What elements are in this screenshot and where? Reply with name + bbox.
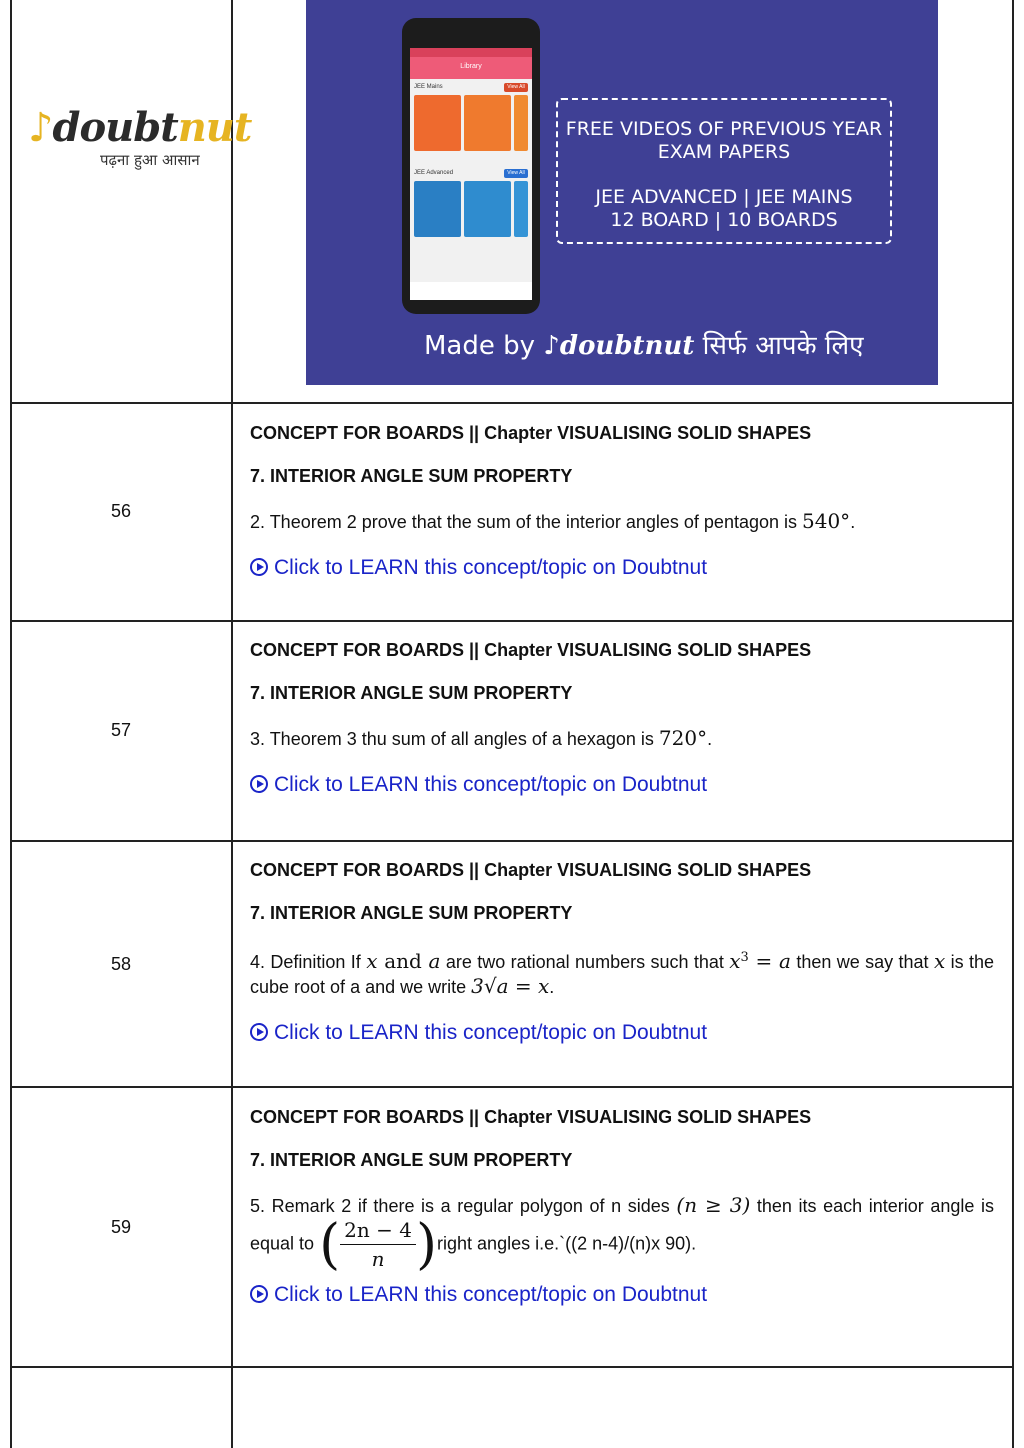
- logo-brand-gold: nut: [177, 104, 252, 151]
- promo-banner[interactable]: [306, 0, 938, 385]
- concept-text: [250, 946, 994, 999]
- concept-heading: CONCEPT FOR BOARDS || Chapter VISUALISING SOLID SHAPES: [250, 860, 812, 880]
- concept-subheading: 7. INTERIOR ANGLE SUM PROPERTY: [250, 903, 573, 923]
- text-segment: 2. Theorem 2 prove that the sum of the interior angles of pentagon is: [250, 512, 802, 532]
- learn-concept-link[interactable]: [250, 773, 994, 797]
- concept-text: [250, 509, 994, 534]
- link-label: Click to LEARN this concept/topic on Doubtnut: [274, 773, 708, 796]
- learn-concept-link[interactable]: [250, 1283, 994, 1307]
- logo-tagline: पढ़ना हुआ आसान: [100, 151, 200, 169]
- link-label: Click to LEARN this concept/topic on Doubtnut: [274, 556, 708, 579]
- concept-heading: CONCEPT FOR BOARDS || Chapter VISUALISING SOLID SHAPES: [250, 1107, 812, 1127]
- phone-section-label: JEE Advanced: [414, 170, 454, 176]
- promo-line: FREE VIDEOS OF PREVIOUS YEAR: [565, 118, 883, 140]
- logo-wordmark: [28, 104, 251, 151]
- text-segment: .: [707, 729, 713, 749]
- math-paren-right: ): [415, 1212, 438, 1276]
- brand-mark-icon: ♪: [543, 331, 560, 361]
- concept-row: [250, 640, 994, 797]
- table-border-right: [1012, 0, 1014, 1448]
- row-divider: [10, 620, 1014, 622]
- play-circle-icon: [250, 1023, 268, 1041]
- concept-row: [250, 1107, 994, 1307]
- promo-line: 12 BOARD | 10 BOARDS: [610, 209, 838, 231]
- math-expression: 540°: [802, 509, 851, 533]
- phone-status-bar: [410, 48, 532, 57]
- phone-bottom-nav: [410, 282, 532, 300]
- phone-card: [414, 95, 461, 151]
- promo-line: EXAM PAPERS: [657, 141, 791, 163]
- math-paren-left: (: [319, 1212, 341, 1276]
- math-expression: x: [366, 949, 378, 973]
- play-circle-icon: [250, 558, 268, 576]
- phone-card-row: [410, 95, 532, 151]
- row-number: 59: [110, 1217, 132, 1237]
- concept-subheading: 7. INTERIOR ANGLE SUM PROPERTY: [250, 683, 573, 703]
- doubtnut-logo: [28, 104, 252, 174]
- promo-text-box: [556, 98, 892, 244]
- link-label: Click to LEARN this concept/topic on Doubtnut: [274, 1283, 708, 1306]
- concept-text: [250, 726, 994, 751]
- made-by-brand: [543, 331, 694, 361]
- text-segment: is the cube root of a and we write: [250, 952, 994, 997]
- math-expression: and: [377, 949, 429, 973]
- logo-brand-dark: doubt: [52, 104, 178, 151]
- text-segment: .: [549, 977, 555, 997]
- row-divider: [10, 840, 1014, 842]
- fraction-denominator: n: [371, 1247, 385, 1271]
- phone-card: [464, 181, 511, 237]
- promo-line: JEE ADVANCED | JEE MAINS: [595, 186, 853, 208]
- text-segment: then its each interior angle is equal to: [250, 1196, 994, 1254]
- made-by-slogan: सिर्फ आपके लिए: [702, 331, 864, 361]
- text-segment: .: [850, 512, 856, 532]
- concept-row: [250, 423, 994, 580]
- math-expression: x: [729, 949, 741, 973]
- phone-view-all-button: View All: [504, 169, 528, 178]
- phone-card: [414, 181, 461, 237]
- phone-mockup: [402, 18, 540, 314]
- logo-mark-icon: ♪: [28, 104, 53, 151]
- concept-row: [250, 860, 994, 1045]
- concept-text: [250, 1193, 994, 1276]
- phone-screen: [410, 48, 532, 300]
- text-segment: 4. Definition If: [250, 952, 367, 972]
- phone-card: [464, 95, 511, 151]
- row-number: 58: [110, 954, 132, 974]
- concept-subheading: 7. INTERIOR ANGLE SUM PROPERTY: [250, 466, 573, 486]
- row-number: 57: [110, 720, 132, 740]
- made-by-line: [424, 326, 864, 362]
- text-segment: 3. Theorem 3 thu sum of all angles of a hexagon is: [250, 729, 659, 749]
- phone-section-header: [410, 79, 532, 95]
- phone-view-all-button: View All: [504, 83, 528, 92]
- math-expression: = a: [748, 949, 791, 973]
- math-expression: 3√a = x: [471, 974, 550, 998]
- phone-card: [514, 95, 528, 151]
- math-exponent: 3: [740, 950, 749, 965]
- text-segment: are two rational numbers such that: [440, 952, 730, 972]
- link-label: Click to LEARN this concept/topic on Doubtnut: [274, 1021, 708, 1044]
- phone-title: Library: [410, 57, 532, 79]
- text-segment: then we say that: [790, 952, 934, 972]
- row-divider: [10, 1086, 1014, 1088]
- made-by-brand-gold: nut: [644, 331, 695, 361]
- math-fraction: [340, 1218, 416, 1271]
- concept-subheading: 7. INTERIOR ANGLE SUM PROPERTY: [250, 1150, 573, 1170]
- row-divider: [10, 1366, 1014, 1368]
- math-expression: a: [428, 949, 441, 973]
- play-circle-icon: [250, 1285, 268, 1303]
- concept-heading: CONCEPT FOR BOARDS || Chapter VISUALISING SOLID SHAPES: [250, 423, 812, 443]
- math-expression: 720°: [658, 726, 708, 750]
- math-expression: x: [933, 949, 946, 973]
- learn-concept-link[interactable]: [250, 556, 994, 580]
- concept-heading: CONCEPT FOR BOARDS || Chapter VISUALISING SOLID SHAPES: [250, 640, 812, 660]
- text-segment: 5. Remark 2 if there is a regular polygon of n sides: [250, 1196, 677, 1216]
- made-by-brand-dark: doubt: [559, 331, 645, 361]
- math-expression: (n ≥ 3): [676, 1193, 751, 1217]
- phone-section-header: [410, 165, 532, 181]
- play-circle-icon: [250, 775, 268, 793]
- phone-section-label: JEE Mains: [414, 84, 443, 90]
- phone-card-row: [410, 181, 532, 237]
- fraction-numerator: 2n − 4: [340, 1218, 416, 1245]
- phone-card: [514, 181, 528, 237]
- row-divider: [10, 402, 1014, 404]
- learn-concept-link[interactable]: [250, 1021, 994, 1045]
- text-segment: right angles i.e.`((2 n-4)/(n)x 90).: [437, 1233, 697, 1254]
- made-by-label: Made by: [424, 331, 536, 361]
- row-number: 56: [110, 501, 132, 521]
